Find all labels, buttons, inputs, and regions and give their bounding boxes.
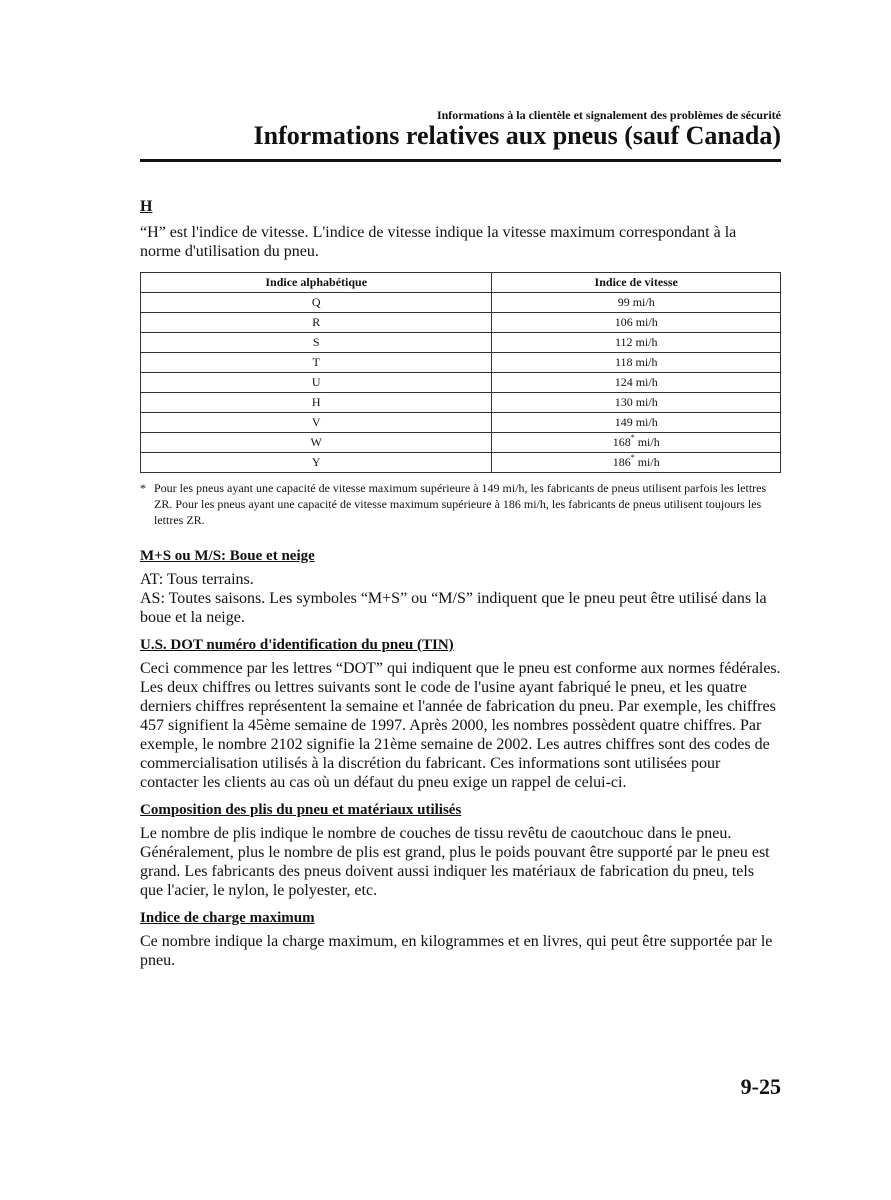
section-max-load — [140, 908, 781, 970]
table-cell-speed: 130 mi/h — [492, 393, 781, 413]
column-header-letter: Indice alphabétique — [141, 273, 492, 293]
section-text-h: “H” est l'indice de vitesse. L'indice de vitesse indique la vitesse maximum correspondant à la norme d'utilisation du pneu. — [140, 224, 737, 260]
table-cell-speed — [492, 433, 781, 453]
table-row — [141, 373, 781, 393]
table-cell-speed: 106 mi/h — [492, 313, 781, 333]
footnote-mark: * — [140, 481, 146, 495]
table-header-row — [141, 273, 781, 293]
speed-rating-table — [140, 272, 781, 473]
footnote-marker: * — [630, 453, 635, 462]
table-cell-letter: R — [141, 313, 492, 333]
table-row — [141, 453, 781, 473]
table-cell-letter: T — [141, 353, 492, 373]
table-row — [141, 393, 781, 413]
table-row — [141, 293, 781, 313]
page-title: Informations relatives aux pneus (sauf Canada) — [253, 121, 781, 150]
table-cell-letter: U — [141, 373, 492, 393]
column-header-speed: Indice de vitesse — [492, 273, 781, 293]
page-number: 9-25 — [740, 1074, 781, 1099]
section-ply-composition — [140, 800, 781, 900]
table-row — [141, 313, 781, 333]
table-cell-speed: 124 mi/h — [492, 373, 781, 393]
section-text-charge: Ce nombre indique la charge maximum, en kilogrammes et en livres, qui peut être supportée par le pneu. — [140, 933, 773, 969]
section-text-plis: Le nombre de plis indique le nombre de couches de tissu revêtu de caoutchouc dans le pneu. Généralement, plus le nombre de plis est grand, plus le poids pouvant être supporté par le pneu est grand. Les fabricants des pneus doivent aussi indiquer les matériaux de fabrication du pneu, tels que l'acier, le nylon, le polyester, etc. — [140, 825, 770, 899]
table-row — [141, 333, 781, 353]
section-text-ms-line1: AT: Tous terrains. — [140, 571, 254, 588]
table-row — [141, 353, 781, 373]
speed-unit: mi/h — [634, 455, 660, 469]
section-heading-ms: M+S ou M/S: Boue et neige — [140, 548, 315, 564]
speed-unit: mi/h — [634, 435, 660, 449]
table-row — [141, 413, 781, 433]
table-cell-letter: Y — [141, 453, 492, 473]
header-subtitle: Informations à la clientèle et signalement des problèmes de sécurité — [436, 108, 781, 122]
section-heading-h: H — [140, 198, 153, 215]
table-cell-speed: 99 mi/h — [492, 293, 781, 313]
section-dot-tin — [140, 635, 781, 792]
table-cell-speed — [492, 453, 781, 473]
main-content — [140, 197, 781, 970]
table-cell-letter: H — [141, 393, 492, 413]
section-speed-rating — [140, 197, 781, 528]
footnote-marker: * — [630, 433, 635, 442]
table-cell-speed: 118 mi/h — [492, 353, 781, 373]
section-heading-dot: U.S. DOT numéro d'identification du pneu (TIN) — [140, 637, 454, 653]
section-text-ms-line2: AS: Toutes saisons. Les symboles “M+S” ou “M/S” indiquent que le pneu peut être utilisé dans la boue et la neige. — [140, 590, 767, 626]
speed-value: 186 — [612, 455, 631, 469]
table-cell-letter: S — [141, 333, 492, 353]
section-mud-snow — [140, 546, 781, 627]
table-footnote — [140, 480, 781, 528]
footnote-text: Pour les pneus ayant une capacité de vitesse maximum supérieure à 149 mi/h, les fabricants de pneus utilisent parfois les lettres ZR. Pour les pneus ayant une capacité de vitesse maximum supérieure à 186 mi/h, les fabricants de pneus utilisent toujours les lettres ZR. — [154, 481, 767, 527]
section-heading-plis: Composition des plis du pneu et matériaux utilisés — [140, 802, 462, 818]
table-cell-letter: W — [141, 433, 492, 453]
table-cell-speed: 149 mi/h — [492, 413, 781, 433]
section-text-dot: Ceci commence par les lettres “DOT” qui indiquent que le pneu est conforme aux normes fédérales. Les deux chiffres ou lettres suivants sont le code de l'usine ayant fabriqué le pneu, et les quatre derniers chiffres représentent la semaine et l'année de fabrication du pneu. Par exemple, les chiffres 457 signifient la 45ème semaine de 1997. Après 2000, les nombres possèdent quatre chiffres. Par exemple, le nombre 2102 signifie la 21ème semaine de 2002. Les autres chiffres sont des codes de commercialisation utilisés à la discrétion du fabricant. Ces informations sont utilisées pour contacter les clients au cas où un défaut du pneu exige un rappel de celui-ci. — [140, 660, 781, 791]
table-cell-letter: V — [141, 413, 492, 433]
table-cell-letter: Q — [141, 293, 492, 313]
section-heading-charge: Indice de charge maximum — [140, 910, 315, 926]
table-row — [141, 433, 781, 453]
table-cell-speed: 112 mi/h — [492, 333, 781, 353]
speed-value: 168 — [612, 435, 631, 449]
header-divider — [140, 159, 781, 162]
